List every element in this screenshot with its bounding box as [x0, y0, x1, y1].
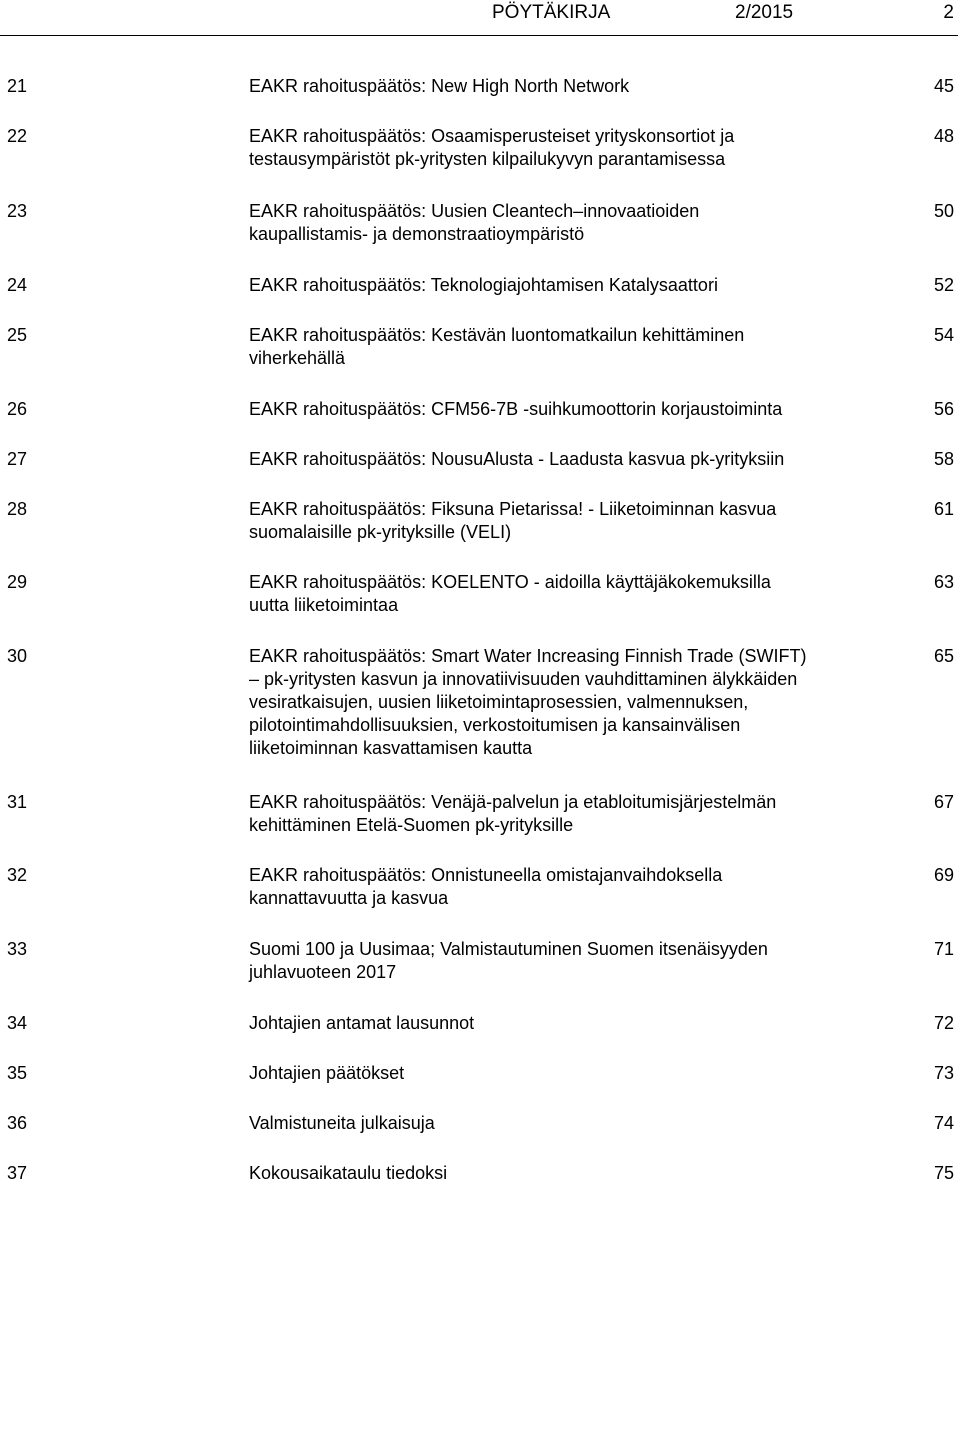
toc-title-line: EAKR rahoituspäätös: CFM56-7B -suihkumoottorin korjaustoiminta	[249, 399, 783, 419]
toc-title-line: kehittäminen Etelä-Suomen pk-yrityksille	[249, 815, 574, 835]
toc-page-number: 75	[933, 1163, 954, 1183]
document-title: PÖYTÄKIRJA	[492, 2, 611, 23]
toc-entry-title	[249, 864, 889, 910]
toc-section-number: 28	[7, 499, 28, 519]
toc-title-line: suomalaisille pk-yrityksille (VELI)	[249, 522, 512, 542]
toc-section-number: 22	[7, 126, 28, 146]
toc-title-line: Valmistuneita julkaisuja	[249, 1113, 435, 1133]
toc-page-number: 48	[933, 126, 954, 146]
toc-section-number: 29	[7, 572, 28, 592]
toc-page-number: 58	[933, 449, 954, 469]
toc-entry-title	[249, 645, 889, 760]
toc-page-number: 69	[933, 865, 954, 885]
page-header	[0, 0, 960, 26]
toc-section-number: 32	[7, 865, 28, 885]
toc-title-line: kannattavuutta ja kasvua	[249, 888, 449, 908]
toc-title-line: EAKR rahoituspäätös: Venäjä-palvelun ja etabloitumisjärjestelmän	[249, 792, 777, 812]
header-divider	[0, 35, 958, 36]
toc-section-number: 30	[7, 646, 28, 666]
toc-entry-title	[249, 498, 889, 544]
header-page-number: 2	[943, 2, 954, 23]
toc-section-number: 23	[7, 201, 28, 221]
toc-section-number: 24	[7, 275, 28, 295]
toc-section-number: 25	[7, 325, 28, 345]
toc-page-number: 52	[933, 275, 954, 295]
toc-title-line: Johtajien päätökset	[249, 1063, 405, 1083]
toc-section-number: 31	[7, 792, 28, 812]
toc-entry-title	[249, 75, 889, 98]
toc-entry-title	[249, 1062, 889, 1085]
toc-title-line: pilotointimahdollisuuksien, verkostoitumisen ja kansainvälisen	[249, 715, 741, 735]
toc-title-line: kaupallistamis- ja demonstraatioympäristö	[249, 224, 585, 244]
toc-page-number: 67	[933, 792, 954, 812]
toc-title-line: Kokousaikataulu tiedoksi	[249, 1163, 448, 1183]
toc-title-line: EAKR rahoituspäätös: Smart Water Increasing Finnish Trade (SWIFT)	[249, 646, 807, 666]
toc-entry-title	[249, 1112, 889, 1135]
toc-title-line: EAKR rahoituspäätös: Teknologiajohtamisen Katalysaattori	[249, 275, 718, 295]
toc-section-number: 27	[7, 449, 28, 469]
toc-section-number: 37	[7, 1163, 28, 1183]
toc-page-number: 50	[933, 201, 954, 221]
toc-entry-title	[249, 398, 889, 421]
toc-entry-title	[249, 448, 889, 471]
toc-page-number: 63	[933, 572, 954, 592]
toc-title-line: liiketoiminnan kasvattamisen kautta	[249, 738, 533, 758]
toc-page-number: 61	[933, 499, 954, 519]
toc-entry-title	[249, 200, 889, 246]
toc-title-line: Suomi 100 ja Uusimaa; Valmistautuminen Suomen itsenäisyyden	[249, 939, 768, 959]
toc-title-line: EAKR rahoituspäätös: NousuAlusta - Laadusta kasvua pk-yrityksiin	[249, 449, 785, 469]
toc-title-line: EAKR rahoituspäätös: New High North Network	[249, 76, 630, 96]
toc-title-line: viherkehällä	[249, 348, 346, 368]
toc-page-number: 71	[933, 939, 954, 959]
toc-section-number: 35	[7, 1063, 28, 1083]
toc-title-line: Johtajien antamat lausunnot	[249, 1013, 475, 1033]
toc-entry-title	[249, 125, 889, 171]
toc-title-line: EAKR rahoituspäätös: Uusien Cleantech–innovaatioiden	[249, 201, 700, 221]
toc-section-number: 21	[7, 76, 28, 96]
toc-title-line: uutta liiketoimintaa	[249, 595, 399, 615]
toc-section-number: 33	[7, 939, 28, 959]
toc-title-line: EAKR rahoituspäätös: Osaamisperusteiset yrityskonsortiot ja	[249, 126, 735, 146]
toc-page-number: 56	[933, 399, 954, 419]
toc-section-number: 26	[7, 399, 28, 419]
toc-entry-title	[249, 791, 889, 837]
toc-entry-title	[249, 274, 889, 297]
toc-entry-title	[249, 938, 889, 984]
toc-page-number: 45	[933, 76, 954, 96]
toc-title-line: EAKR rahoituspäätös: Fiksuna Pietarissa! - Liiketoiminnan kasvua	[249, 499, 777, 519]
toc-title-line: juhlavuoteen 2017	[249, 962, 397, 982]
toc-section-number: 36	[7, 1113, 28, 1133]
toc-page-number: 72	[933, 1013, 954, 1033]
toc-page-number: 73	[933, 1063, 954, 1083]
toc-section-number: 34	[7, 1013, 28, 1033]
toc-entry-title	[249, 1162, 889, 1185]
toc-page-number: 54	[933, 325, 954, 345]
document-number: 2/2015	[735, 2, 794, 23]
toc-title-line: – pk-yritysten kasvun ja innovatiivisuuden vauhdittaminen älykkäiden	[249, 669, 798, 689]
toc-title-line: EAKR rahoituspäätös: Onnistuneella omistajanvaihdoksella	[249, 865, 723, 885]
toc-entry-title	[249, 1012, 889, 1035]
toc-page-number: 65	[933, 646, 954, 666]
toc-title-line: EAKR rahoituspäätös: Kestävän luontomatkailun kehittäminen	[249, 325, 745, 345]
toc-entry-title	[249, 324, 889, 370]
toc-page-number: 74	[933, 1113, 954, 1133]
toc-title-line: EAKR rahoituspäätös: KOELENTO - aidoilla käyttäjäkokemuksilla	[249, 572, 771, 592]
toc-title-line: vesiratkaisujen, uusien liiketoimintaprosessien, valmennuksen,	[249, 692, 749, 712]
toc-entry-title	[249, 571, 889, 617]
toc-title-line: testausympäristöt pk-yritysten kilpailukyvyn parantamisessa	[249, 149, 726, 169]
